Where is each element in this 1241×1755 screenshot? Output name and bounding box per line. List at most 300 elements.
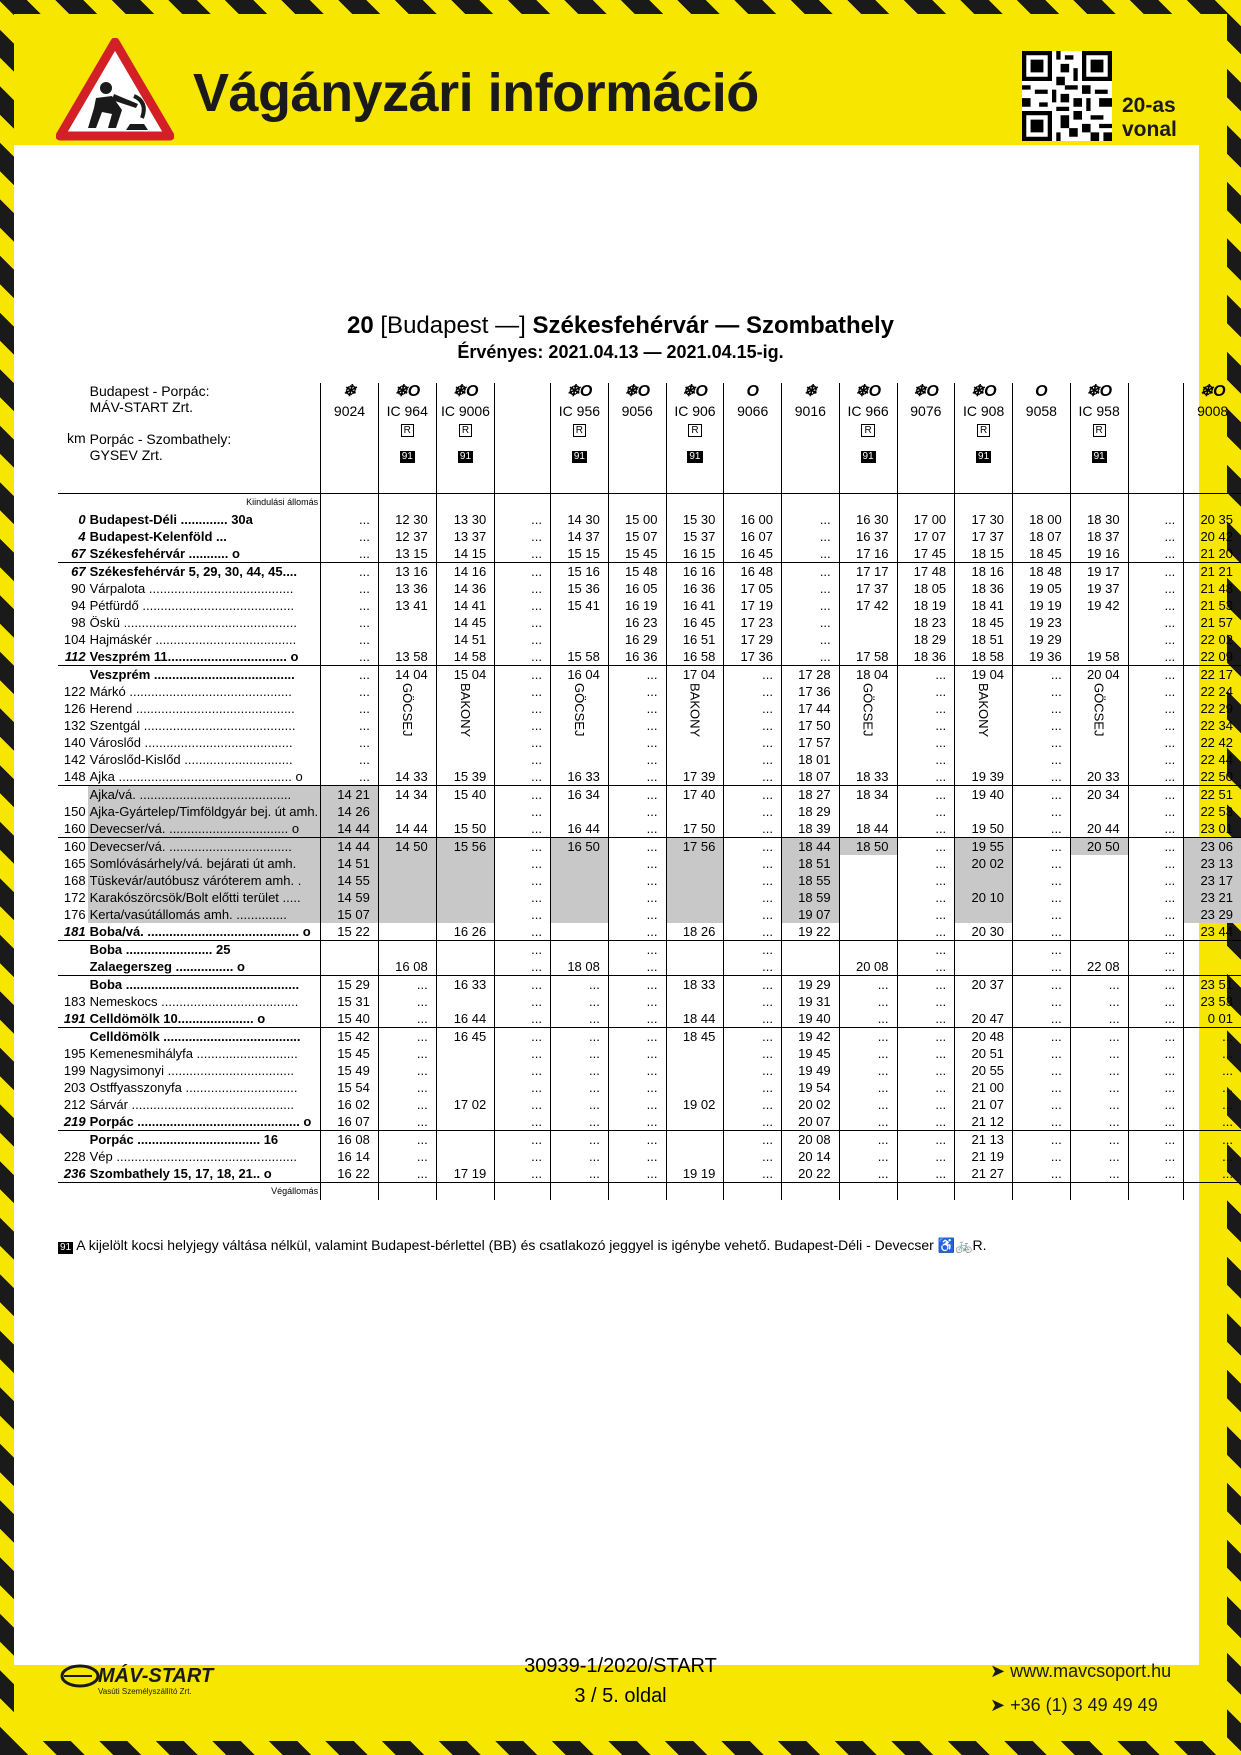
departure-time: ... xyxy=(1013,855,1071,872)
departure-time: 14 30 xyxy=(550,511,608,528)
phone-text: +36 (1) 3 49 49 49 xyxy=(1010,1695,1158,1715)
departure-time: ... xyxy=(1013,768,1071,786)
departure-time: 17 28 xyxy=(782,666,840,684)
departure-time: ... xyxy=(608,1148,666,1165)
departure-time: 20 04 xyxy=(1070,666,1128,684)
station-name: Ajka-Gyártelep/Timföldgyár bej. út amh. xyxy=(88,803,321,820)
timetable-row xyxy=(58,820,1241,838)
departure-time: ... xyxy=(1013,683,1071,700)
km-value: 165 xyxy=(63,856,86,871)
departure-time: 14 21 xyxy=(321,786,379,804)
blank-cell xyxy=(550,494,608,512)
timetable-row xyxy=(58,511,1241,528)
departure-time: ... xyxy=(495,1096,551,1113)
departure-time: 18 04 xyxy=(839,666,897,684)
departure-time: 17 37 xyxy=(955,528,1013,545)
departure-time: ... xyxy=(321,614,379,631)
departure-time: ... xyxy=(608,768,666,786)
blank-cell xyxy=(1013,1183,1071,1201)
line-tag-word: vonal xyxy=(1122,118,1177,141)
departure-time: ... xyxy=(1128,855,1184,872)
departure-time: ... xyxy=(495,838,551,856)
blank xyxy=(58,494,88,512)
departure-time: 16 45 xyxy=(666,614,724,631)
departure-time: ... xyxy=(1184,1148,1241,1165)
departure-time: ... xyxy=(1128,1113,1184,1131)
departure-time: ... xyxy=(550,1079,608,1096)
departure-time: 14 15 xyxy=(436,545,495,563)
departure-time: 22 51 xyxy=(1184,786,1241,804)
reservation-icon: R xyxy=(861,424,874,437)
train-IC-906 xyxy=(666,383,724,494)
departure-time: ... xyxy=(1128,1010,1184,1028)
departure-time: 22 02 xyxy=(1184,631,1241,648)
departure-time: ... xyxy=(724,855,782,872)
departure-time: ... xyxy=(321,511,379,528)
departure-time: ... xyxy=(1013,923,1071,941)
departure-time: ... xyxy=(378,1045,436,1062)
departure-time: 18 26 xyxy=(666,923,724,941)
departure-time: 17 37 xyxy=(839,580,897,597)
departure-time xyxy=(436,958,495,976)
departure-time: ... xyxy=(1128,803,1184,820)
departure-time: 20 47 xyxy=(955,1010,1013,1028)
km-value: 140 xyxy=(63,735,86,750)
station-name: Várpalota ........................................ xyxy=(89,581,294,596)
train-symbol: ❄O xyxy=(912,383,939,400)
departure-time: 16 48 xyxy=(724,563,782,581)
km-value: 0 xyxy=(78,512,86,527)
departure-time xyxy=(550,889,608,906)
qr-code-icon xyxy=(1022,51,1112,141)
departure-time: ... xyxy=(724,941,782,959)
through-train-name: GÖCSEJ xyxy=(860,683,876,737)
departure-time: ... xyxy=(782,631,840,648)
timetable-row xyxy=(58,734,1241,751)
reservation-icon: R xyxy=(977,424,990,437)
departure-time: ... xyxy=(897,923,955,941)
departure-time: 18 01 xyxy=(782,751,840,768)
footnote xyxy=(58,1237,987,1254)
end-station-label: Végállomás xyxy=(88,1183,321,1201)
departure-time: 23 01 xyxy=(1184,820,1241,838)
departure-time: ... xyxy=(1128,597,1184,614)
departure-time: 15 31 xyxy=(321,993,379,1010)
km-value xyxy=(58,786,88,804)
departure-time: ... xyxy=(1128,717,1184,734)
train-symbol: ❄O xyxy=(1086,383,1113,400)
departure-time: 17 44 xyxy=(782,700,840,717)
departure-time: ... xyxy=(897,1062,955,1079)
departure-time: ... xyxy=(378,1131,436,1149)
departure-time: ... xyxy=(724,751,782,768)
blank-cell xyxy=(436,494,495,512)
departure-time: ... xyxy=(1070,976,1128,994)
timetable-row xyxy=(58,889,1241,906)
timetable-row xyxy=(58,563,1241,581)
departure-time: 18 08 xyxy=(550,958,608,976)
train-symbol: ❄O xyxy=(1199,383,1226,400)
departure-time: 17 48 xyxy=(897,563,955,581)
departure-time: ... xyxy=(1013,906,1071,923)
departure-time: 16 51 xyxy=(666,631,724,648)
timetable-row xyxy=(58,803,1241,820)
departure-time: ... xyxy=(839,993,897,1010)
departure-time xyxy=(1070,803,1128,820)
departure-time: ... xyxy=(897,1096,955,1113)
km-value: 142 xyxy=(63,752,86,767)
departure-time: ... xyxy=(1013,1148,1071,1165)
departure-time: ... xyxy=(608,1131,666,1149)
departure-time: 19 58 xyxy=(1070,648,1128,666)
train-symbol: ❄O xyxy=(970,383,997,400)
km-value: 160 xyxy=(58,838,88,856)
arrow-right-icon: ➤ xyxy=(990,1661,1011,1681)
departure-time: ... xyxy=(608,976,666,994)
through-train-name: GÖCSEJ xyxy=(571,683,587,737)
departure-time xyxy=(321,941,379,959)
departure-time: 22 34 xyxy=(1184,717,1241,734)
km-value: 148 xyxy=(63,769,86,784)
departure-time: ... xyxy=(1128,631,1184,648)
departure-time: 18 44 xyxy=(782,838,840,856)
timetable-row xyxy=(58,683,1241,700)
departure-time: ... xyxy=(550,1062,608,1079)
departure-time: ... xyxy=(608,993,666,1010)
departure-time: ... xyxy=(839,1113,897,1131)
station-name: Székesfehérvár ........... o xyxy=(89,546,240,561)
timetable-row xyxy=(58,1062,1241,1079)
departure-time: ... xyxy=(1013,1079,1071,1096)
departure-time: ... xyxy=(495,717,551,734)
departure-time: ... xyxy=(839,1131,897,1149)
blank-cell xyxy=(321,494,379,512)
train-IC-956 xyxy=(550,383,608,494)
departure-time: 16 22 xyxy=(321,1165,379,1183)
km-value: 150 xyxy=(63,804,86,819)
departure-time xyxy=(1070,614,1128,631)
departure-time xyxy=(436,1113,495,1131)
departure-time: ... xyxy=(321,751,379,768)
km-value: 172 xyxy=(63,890,86,905)
departure-time: 15 45 xyxy=(321,1045,379,1062)
timetable-row xyxy=(58,786,1241,804)
departure-time: 21 21 xyxy=(1184,563,1241,581)
departure-time: ... xyxy=(608,872,666,889)
timetable-row xyxy=(58,1096,1241,1113)
train-9024 xyxy=(321,383,379,494)
departure-time: 16 50 xyxy=(550,838,608,856)
departure-time: ... xyxy=(1128,528,1184,545)
departure-time: ... xyxy=(897,820,955,838)
departure-time: ... xyxy=(724,1028,782,1046)
station-name: Városlőd-Kislőd .............................. xyxy=(89,752,293,767)
train-number xyxy=(1131,403,1182,420)
departure-time: ... xyxy=(495,648,551,666)
departure-time: ... xyxy=(321,700,379,717)
departure-time: 19 50 xyxy=(955,820,1013,838)
operator-info xyxy=(88,383,321,494)
departure-time xyxy=(436,1131,495,1149)
departure-time: 15 22 xyxy=(321,923,379,941)
blank-cell xyxy=(1070,494,1128,512)
departure-time: 13 36 xyxy=(378,580,436,597)
departure-time xyxy=(955,872,1013,889)
departure-time xyxy=(1070,906,1128,923)
departure-time: 15 49 xyxy=(321,1062,379,1079)
departure-time xyxy=(436,889,495,906)
station-name: Celldömölk 10..................... o xyxy=(89,1011,266,1026)
departure-time: ... xyxy=(495,580,551,597)
departure-time: ... xyxy=(724,976,782,994)
departure-time: 15 37 xyxy=(666,528,724,545)
departure-time: 20 02 xyxy=(782,1096,840,1113)
blank-cell xyxy=(321,1183,379,1201)
departure-time: ... xyxy=(378,1165,436,1183)
km-value: 191 xyxy=(63,1011,86,1026)
blank-cell xyxy=(839,1183,897,1201)
departure-time: 19 23 xyxy=(1013,614,1071,631)
departure-time: ... xyxy=(782,528,840,545)
through-train-name: BAKONY xyxy=(687,683,703,738)
departure-time: ... xyxy=(1184,1045,1241,1062)
departure-time: 17 19 xyxy=(436,1165,495,1183)
departure-time: ... xyxy=(1128,1045,1184,1062)
station-name: Nemeskocs ...................................... xyxy=(89,994,299,1009)
departure-time: 18 51 xyxy=(782,855,840,872)
reservation-icon: R xyxy=(688,424,701,437)
departure-time: ... xyxy=(724,923,782,941)
km-value xyxy=(58,666,88,684)
departure-time: ... xyxy=(724,683,782,700)
departure-time: ... xyxy=(1128,786,1184,804)
departure-time: ... xyxy=(495,1062,551,1079)
end-label-row xyxy=(58,1183,1241,1201)
departure-time xyxy=(839,872,897,889)
departure-time: 14 51 xyxy=(436,631,495,648)
timetable-row xyxy=(58,1148,1241,1165)
train-number: IC 958 xyxy=(1078,403,1120,419)
departure-time: ... xyxy=(608,941,666,959)
station-name: Városlőd ......................................... xyxy=(89,735,293,750)
departure-time xyxy=(839,941,897,959)
departure-time: 20 30 xyxy=(955,923,1013,941)
departure-time: 20 02 xyxy=(955,855,1013,872)
train-IC-966 xyxy=(839,383,897,494)
departure-time: ... xyxy=(1013,1113,1071,1131)
departure-time: 19 40 xyxy=(955,786,1013,804)
departure-time xyxy=(436,1045,495,1062)
departure-time: 14 33 xyxy=(378,768,436,786)
departure-time: 21 48 xyxy=(1184,580,1241,597)
departure-time: ... xyxy=(1128,1148,1184,1165)
blank-cell xyxy=(608,494,666,512)
departure-time: ... xyxy=(1128,923,1184,941)
station-name: Szentgál .......................................... xyxy=(89,718,296,733)
departure-time: ... xyxy=(550,1028,608,1046)
km-value: 94 xyxy=(71,598,86,613)
departure-time: 16 15 xyxy=(666,545,724,563)
departure-time xyxy=(550,855,608,872)
departure-time: 17 36 xyxy=(724,648,782,666)
departure-time: ... xyxy=(1013,1010,1071,1028)
departure-time xyxy=(378,941,436,959)
departure-time: 22 53 xyxy=(1184,803,1241,820)
departure-time: 20 48 xyxy=(955,1028,1013,1046)
departure-time: ... xyxy=(321,648,379,666)
departure-time: 21 19 xyxy=(955,1148,1013,1165)
train-number: IC 964 xyxy=(386,403,428,419)
km-value: 160 xyxy=(63,821,86,836)
departure-time: ... xyxy=(782,545,840,563)
departure-time: ... xyxy=(897,803,955,820)
station-name: Veszprém ....................................... xyxy=(88,666,321,684)
departure-time xyxy=(782,958,840,976)
departure-time: ... xyxy=(1013,889,1071,906)
departure-time: ... xyxy=(1128,545,1184,563)
departure-time: 17 57 xyxy=(782,734,840,751)
departure-time: ... xyxy=(495,1131,551,1149)
departure-time: 21 57 xyxy=(1184,614,1241,631)
km-value xyxy=(58,976,88,994)
website-link[interactable] xyxy=(990,1654,1171,1688)
timetable-row xyxy=(58,751,1241,768)
departure-time: ... xyxy=(321,563,379,581)
timetable-row xyxy=(58,941,1241,959)
train-number: 9058 xyxy=(1025,403,1057,419)
departure-time: ... xyxy=(1184,1079,1241,1096)
departure-time: ... xyxy=(378,993,436,1010)
departure-time: 19 49 xyxy=(782,1062,840,1079)
departure-time: ... xyxy=(495,1028,551,1046)
departure-time: 23 17 xyxy=(1184,872,1241,889)
departure-time: 19 55 xyxy=(955,838,1013,856)
departure-time: 17 29 xyxy=(724,631,782,648)
timetable-row xyxy=(58,1113,1241,1131)
departure-time: ... xyxy=(782,511,840,528)
departure-time: ... xyxy=(608,1079,666,1096)
departure-time: 16 36 xyxy=(666,580,724,597)
departure-time: ... xyxy=(1013,993,1071,1010)
departure-time: ... xyxy=(495,545,551,563)
departure-time: ... xyxy=(1070,1096,1128,1113)
departure-time: 18 44 xyxy=(666,1010,724,1028)
departure-time xyxy=(1070,855,1128,872)
departure-time: ... xyxy=(1128,580,1184,597)
km-value: 181 xyxy=(63,924,86,939)
departure-time: ... xyxy=(1128,563,1184,581)
departure-time: 13 58 xyxy=(378,648,436,666)
departure-time: ... xyxy=(839,1096,897,1113)
timetable-row xyxy=(58,1079,1241,1096)
departure-time xyxy=(550,872,608,889)
station-name: Boba/vá. .......................................... o xyxy=(89,924,311,939)
km-value xyxy=(58,958,88,976)
departure-time: 18 45 xyxy=(666,1028,724,1046)
line-tag-number: 20-as xyxy=(1122,94,1176,117)
departure-time: 18 50 xyxy=(839,838,897,856)
departure-time: 15 45 xyxy=(608,545,666,563)
departure-time: ... xyxy=(839,1062,897,1079)
departure-time: ... xyxy=(495,941,551,959)
logo-text: MÁV-START xyxy=(98,1665,214,1687)
departure-time xyxy=(666,1131,724,1149)
departure-time: 18 59 xyxy=(782,889,840,906)
timetable-row xyxy=(58,1028,1241,1046)
departure-time: ... xyxy=(495,786,551,804)
blank-cell xyxy=(724,1183,782,1201)
departure-time: 16 45 xyxy=(724,545,782,563)
blank-cell xyxy=(897,494,955,512)
departure-time: ... xyxy=(724,768,782,786)
timetable-row xyxy=(58,666,1241,684)
departure-time xyxy=(839,631,897,648)
departure-time: ... xyxy=(897,1131,955,1149)
departure-time: ... xyxy=(1128,941,1184,959)
departure-time xyxy=(378,906,436,923)
departure-time: 16 44 xyxy=(550,820,608,838)
departure-time: ... xyxy=(378,1028,436,1046)
departure-time: 16 33 xyxy=(550,768,608,786)
start-label-row xyxy=(58,494,1241,512)
departure-time: ... xyxy=(724,820,782,838)
departure-time xyxy=(550,906,608,923)
train-IC-9006 xyxy=(436,383,495,494)
station-name: Sárvár ............................................. xyxy=(89,1097,295,1112)
departure-time: 15 40 xyxy=(436,786,495,804)
departure-time: 18 29 xyxy=(782,803,840,820)
train-number: IC 966 xyxy=(847,403,889,419)
departure-time: ... xyxy=(897,941,955,959)
train-symbol: ❄O xyxy=(624,383,651,400)
station-name: Kerta/vasútállomás amh. .............. xyxy=(88,906,321,923)
document-id: 30939-1/2020/START xyxy=(524,1655,717,1677)
departure-time: ... xyxy=(495,631,551,648)
station-name: Budapest-Kelenföld ... xyxy=(89,529,227,544)
station-name: Kemenesmihályfa ............................ xyxy=(89,1046,298,1061)
departure-time: 15 56 xyxy=(436,838,495,856)
departure-time: ... xyxy=(495,1045,551,1062)
departure-time: 15 40 xyxy=(321,1010,379,1028)
station-name: Zalaegerszeg ................ o xyxy=(89,959,245,974)
blank-cell xyxy=(724,494,782,512)
departure-time: ... xyxy=(1128,889,1184,906)
blank-cell xyxy=(608,1183,666,1201)
departure-time: ... xyxy=(608,1028,666,1046)
departure-time: 19 16 xyxy=(1070,545,1128,563)
train-symbol: ❄O xyxy=(682,383,708,400)
departure-time: 19 54 xyxy=(782,1079,840,1096)
departure-time: ... xyxy=(608,717,666,734)
departure-time: 15 54 xyxy=(321,1079,379,1096)
departure-time: ... xyxy=(1128,872,1184,889)
departure-time: 17 02 xyxy=(436,1096,495,1113)
departure-time: 19 39 xyxy=(955,768,1013,786)
train-IC-958 xyxy=(1070,383,1128,494)
departure-time: ... xyxy=(378,1096,436,1113)
departure-time: 15 16 xyxy=(550,563,608,581)
departure-time: ... xyxy=(897,1165,955,1183)
timetable-row xyxy=(58,993,1241,1010)
departure-time xyxy=(955,906,1013,923)
departure-time: 22 42 xyxy=(1184,734,1241,751)
departure-time: ... xyxy=(1184,1062,1241,1079)
km-value xyxy=(58,1131,88,1149)
departure-time: ... xyxy=(897,1028,955,1046)
departure-time: 21 13 xyxy=(955,1131,1013,1149)
timetable-row xyxy=(58,597,1241,614)
departure-time: ... xyxy=(495,803,551,820)
